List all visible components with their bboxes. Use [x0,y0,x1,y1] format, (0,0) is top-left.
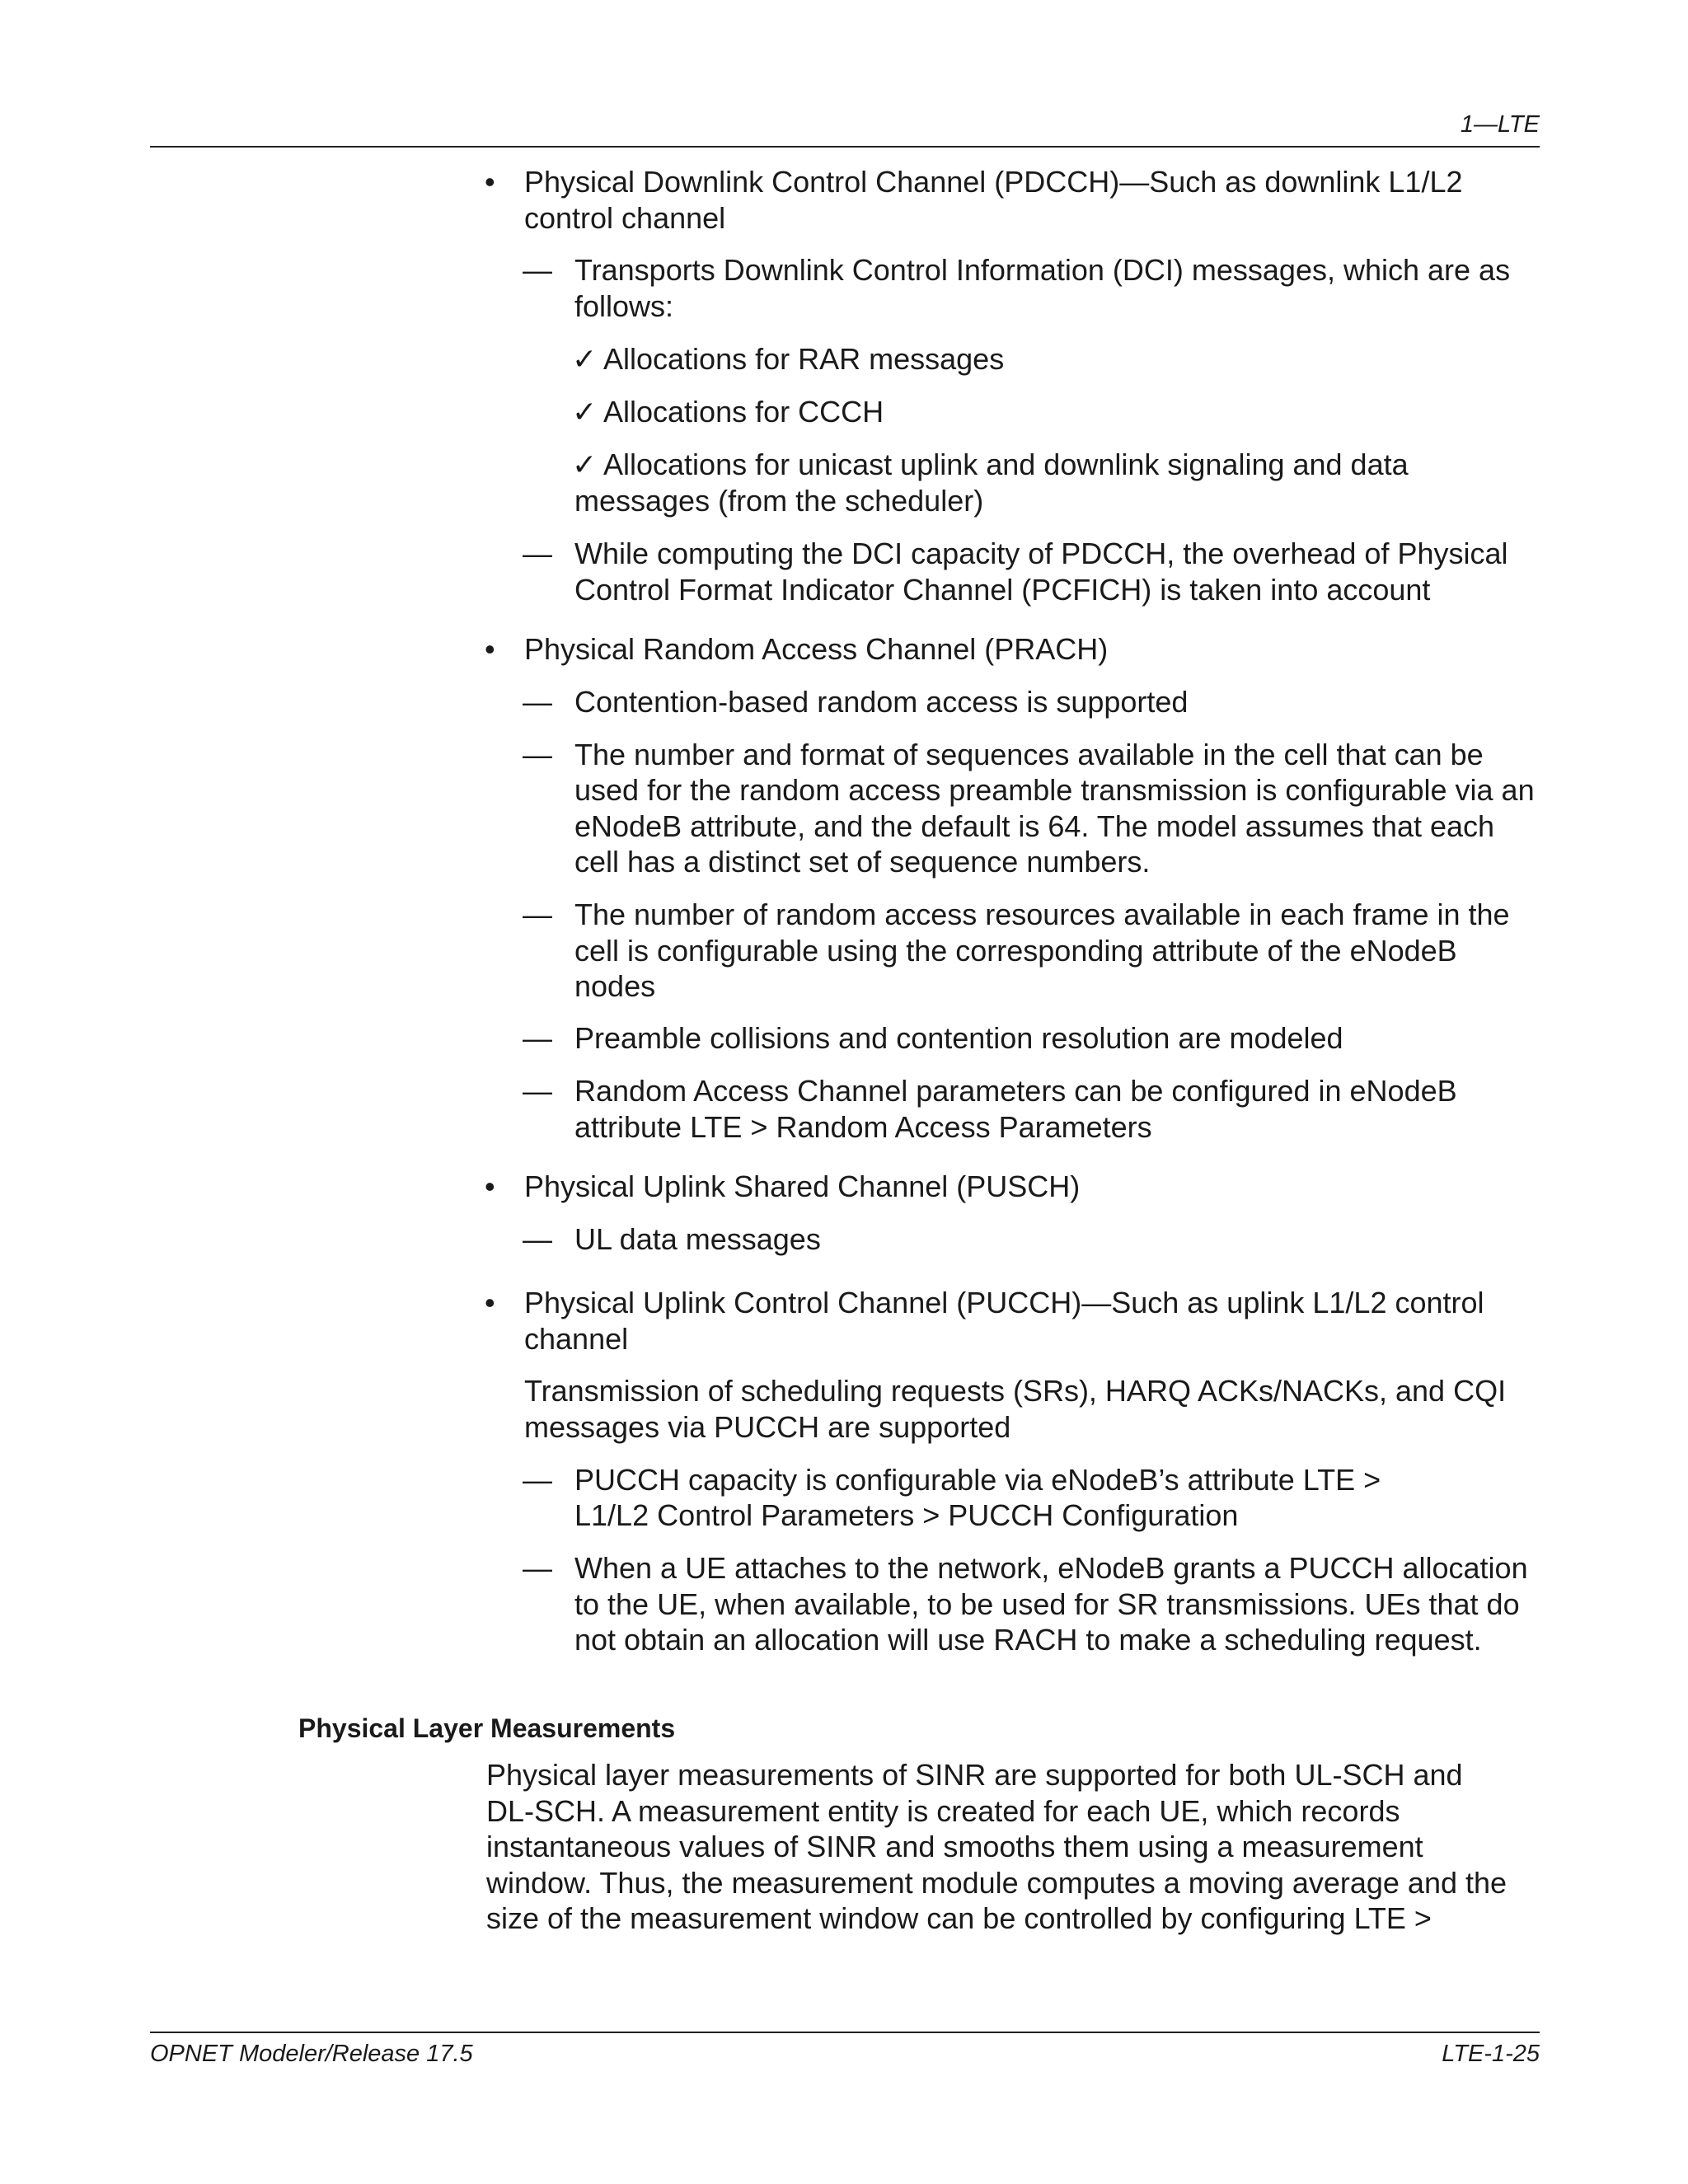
section-heading: Physical Layer Measurements [298,1713,676,1743]
prach-resources-line-2: cell is configurable using the corresponding attribute of the eNodeB [574,934,1457,968]
dash-pusch-1: — [523,1222,552,1256]
footer-page-number: LTE-1-25 [1442,2041,1540,2067]
check-item-unicast-line-2: messages (from the scheduler) [574,484,984,518]
pucch-line-2: channel [524,1322,629,1356]
dash-prach-1: — [523,685,552,719]
bullet-prach: • [485,632,495,666]
bullet-pucch: • [485,1286,495,1319]
measurements-line-3: instantaneous values of SINR and smooths them using a measurement [486,1830,1423,1863]
measurements-line-4: window. Thus, the measurement module computes a moving average and the [486,1866,1507,1900]
pdcch-dci-line-2: follows: [574,289,674,323]
prach-collisions: Preamble collisions and contention resolution are modeled [574,1021,1343,1055]
check-icon: ✓ [572,448,598,481]
prach-sequences-line-2: used for the random access preamble transmission is configurable via an [574,773,1535,807]
measurements-line-2: DL-SCH. A measurement entity is created for each UE, which records [486,1794,1400,1828]
prach-contention: Contention-based random access is supported [574,685,1189,719]
pdcch-line-1: Physical Downlink Control Channel (PDCCH)—Such as downlink L1/L2 [524,165,1463,199]
check-item-unicast-line-1: Allocations for unicast uplink and downlink signaling and data [603,448,1409,481]
dash-pucch-2: — [523,1551,552,1585]
check-item-ccch: Allocations for CCCH [603,395,884,429]
prach-line-1: Physical Random Access Channel (PRACH) [524,632,1109,666]
measurements-line-1: Physical layer measurements of SINR are supported for both UL-SCH and [486,1758,1463,1792]
pucch-line-1: Physical Uplink Control Channel (PUCCH)—Such as uplink L1/L2 control [524,1286,1484,1319]
pucch-capacity-line-1: PUCCH capacity is configurable via eNodeB’s attribute LTE > [574,1463,1381,1497]
prach-sequences-line-4: cell has a distinct set of sequence numbers. [574,845,1151,879]
footer-product: OPNET Modeler/Release 17.5 [150,2041,473,2067]
dash-pdcch-capacity: — [523,537,552,570]
prach-resources-line-1: The number of random access resources available in each frame in the [574,898,1510,931]
dash-pucch-1: — [523,1463,552,1497]
header-rule [150,146,1540,148]
prach-resources-line-3: nodes [574,969,656,1003]
prach-sequences-line-1: The number and format of sequences available in the cell that can be [574,738,1484,771]
pucch-paragraph-line-2: messages via PUCCH are supported [524,1410,1011,1444]
bullet-pdcch: • [485,165,495,199]
footer-rule [150,2032,1540,2033]
pucch-attach-line-1: When a UE attaches to the network, eNodeB grants a PUCCH allocation [574,1551,1528,1585]
pucch-attach-line-3: not obtain an allocation will use RACH to make a scheduling request. [574,1623,1482,1657]
pusch-ul-data: UL data messages [574,1222,821,1256]
pucch-capacity-line-2: L1/L2 Control Parameters > PUCCH Configuration [574,1498,1239,1532]
prach-sequences-line-3: eNodeB attribute, and the default is 64. The model assumes that each [574,809,1495,843]
dash-prach-3: — [523,898,552,931]
pucch-paragraph-line-1: Transmission of scheduling requests (SRs), HARQ ACKs/NACKs, and CQI [524,1374,1507,1408]
dash-prach-4: — [523,1021,552,1055]
prach-params-line-2: attribute LTE > Random Access Parameters [574,1110,1152,1144]
pusch-line-1: Physical Uplink Shared Channel (PUSCH) [524,1169,1081,1203]
pdcch-dci-line-1: Transports Downlink Control Information (DCI) messages, which are as [574,253,1511,287]
check-item-rar: Allocations for RAR messages [603,342,1005,376]
dash-pdcch-dci: — [523,253,552,287]
chapter-label: 1—LTE [1460,111,1540,138]
bullet-pusch: • [485,1169,495,1203]
pucch-attach-line-2: to the UE, when available, to be used for SR transmissions. UEs that do [574,1587,1520,1621]
pdcch-capacity-line-2: Control Format Indicator Channel (PCFICH) is taken into account [574,573,1431,607]
dash-prach-2: — [523,738,552,771]
pdcch-line-2: control channel [524,201,726,235]
prach-params-line-1: Random Access Channel parameters can be configured in eNodeB [574,1074,1457,1108]
pdcch-capacity-line-1: While computing the DCI capacity of PDCCH, the overhead of Physical [574,537,1508,570]
measurements-line-5: size of the measurement window can be controlled by configuring LTE > [486,1901,1432,1935]
check-icon: ✓ [572,395,598,429]
dash-prach-5: — [523,1074,552,1108]
check-icon: ✓ [572,342,598,376]
